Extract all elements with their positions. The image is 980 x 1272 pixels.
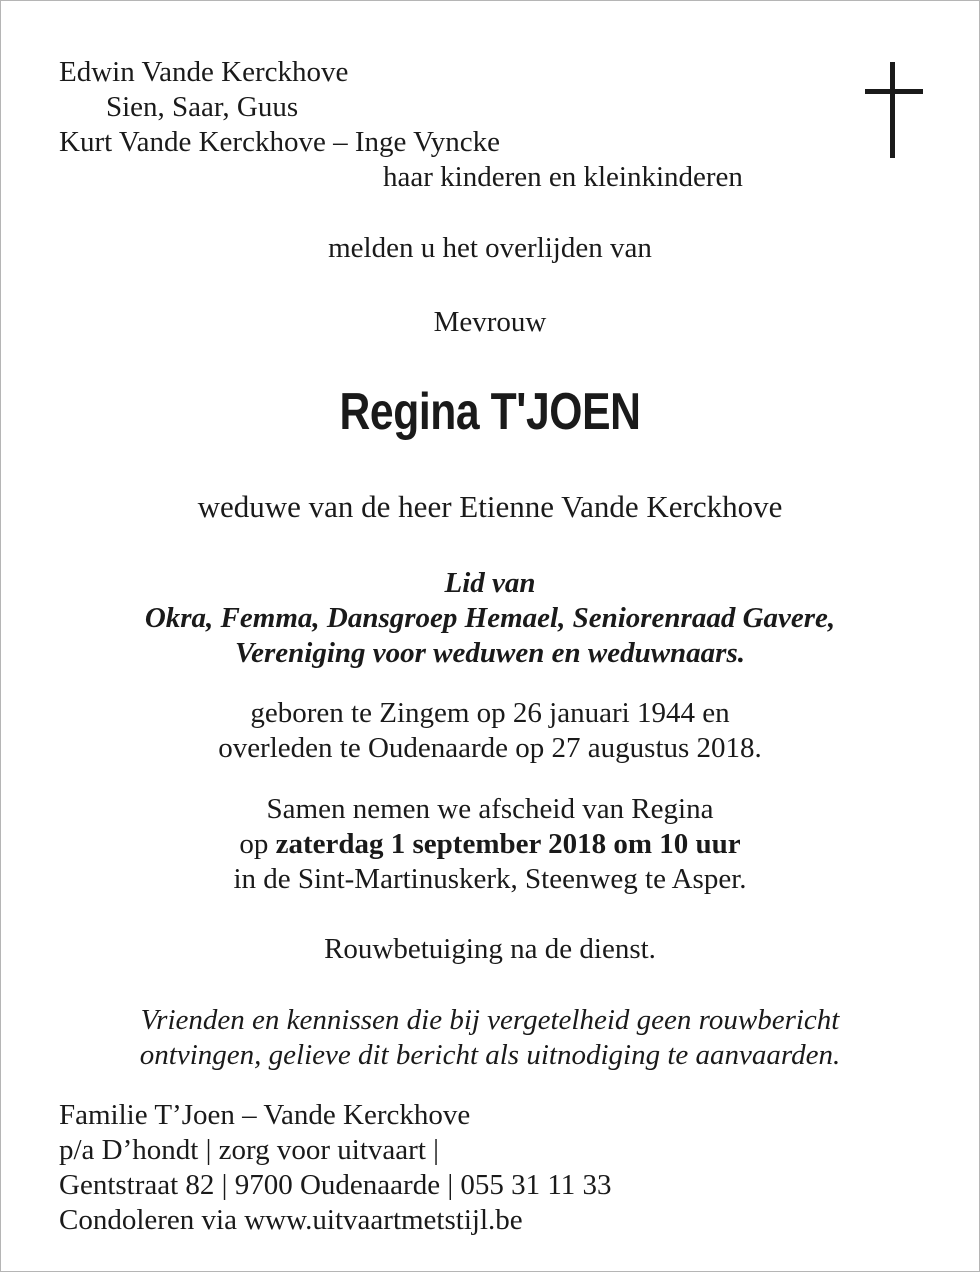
contact-address: Gentstraat 82 | 9700 Oudenaarde | 055 31 11 33 bbox=[59, 1169, 612, 1201]
ceremony-location: in de Sint-Martinuskerk, Steenweg te Asper. bbox=[233, 863, 747, 895]
notice-line-2: ontvingen, gelieve dit bericht als uitnodiging te aanvaarden. bbox=[139, 1039, 841, 1071]
ceremony-datetime-line bbox=[0, 827, 980, 861]
cross-icon bbox=[865, 62, 923, 158]
membership-line-1: Okra, Femma, Dansgroep Hemael, Seniorenraad Gavere, bbox=[144, 602, 836, 634]
condolence-text: Rouwbetuiging na de dienst. bbox=[324, 933, 656, 965]
contact-family: Familie T’Joen – Vande Kerckhove bbox=[59, 1099, 471, 1131]
widow-of-text: weduwe van de heer Etienne Vande Kerckhove bbox=[197, 489, 783, 524]
notice-line-1: Vrienden en kennissen die bij vergetelheid geen rouwbericht bbox=[140, 1004, 840, 1036]
family-line-2: Sien, Saar, Guus bbox=[106, 91, 299, 123]
died-text: overleden te Oudenaarde op 27 augustus 2018. bbox=[218, 732, 762, 764]
contact-funeral-home: p/a D’hondt | zorg voor uitvaart | bbox=[59, 1134, 439, 1166]
ceremony-datetime: zaterdag 1 september 2018 om 10 uur bbox=[275, 828, 741, 860]
membership-heading: Lid van bbox=[444, 567, 536, 599]
deceased-name: Regina T'JOEN bbox=[339, 383, 641, 441]
ceremony-prefix: op bbox=[239, 828, 269, 860]
contact-condolence-url: Condoleren via www.uitvaartmetstijl.be bbox=[59, 1204, 523, 1236]
honorific-title: Mevrouw bbox=[433, 306, 547, 338]
membership-line-2: Vereniging voor weduwen en weduwnaars. bbox=[234, 637, 745, 669]
family-line-3: Kurt Vande Kerckhove – Inge Vyncke bbox=[59, 126, 501, 158]
born-text: geboren te Zingem op 26 januari 1944 en bbox=[250, 697, 730, 729]
family-line-1: Edwin Vande Kerckhove bbox=[59, 56, 349, 88]
ceremony-intro: Samen nemen we afscheid van Regina bbox=[266, 793, 714, 825]
family-line-4: haar kinderen en kleinkinderen bbox=[383, 161, 743, 193]
announcement-text: melden u het overlijden van bbox=[328, 232, 652, 264]
